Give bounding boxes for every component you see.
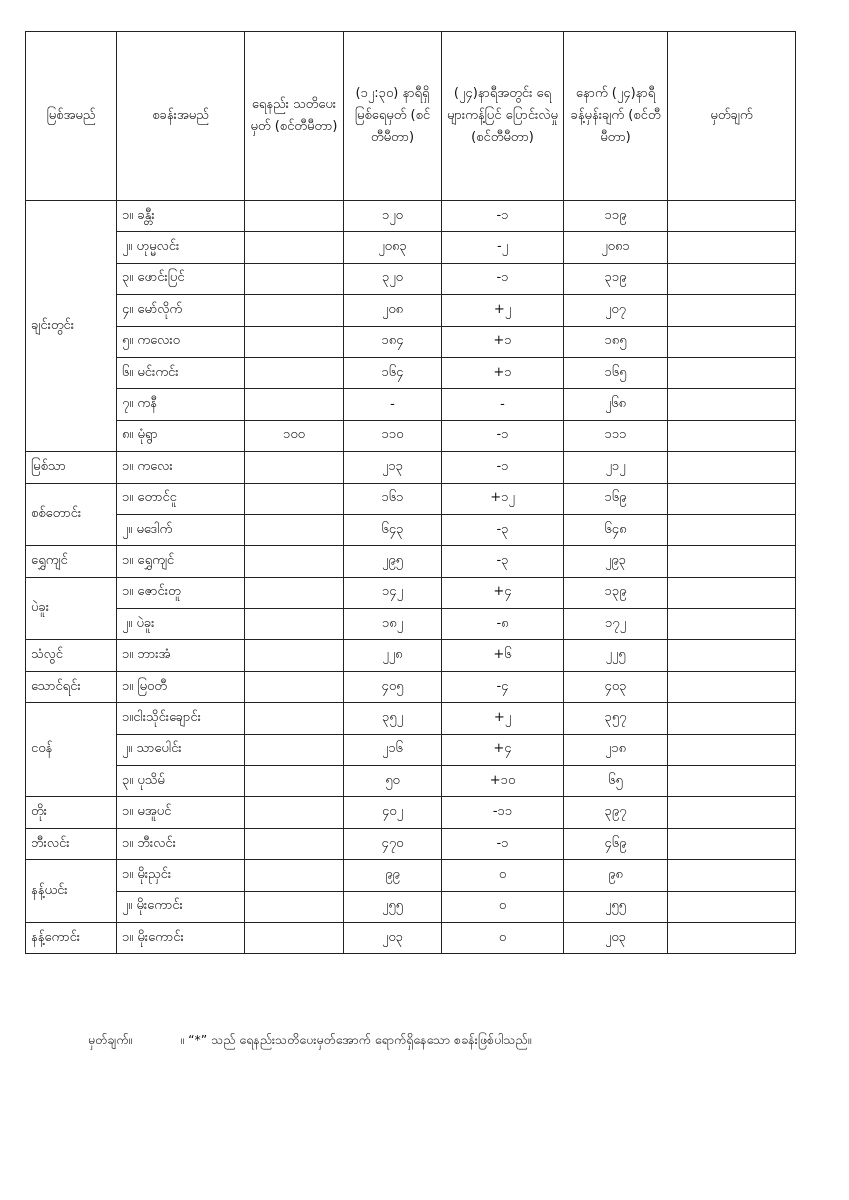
station-cell: ၁။ ဘားအံ [117, 640, 245, 671]
table-row [26, 766, 796, 797]
remark-cell [668, 420, 796, 451]
change-cell: -၁ [442, 420, 564, 451]
header-24h-change: (၂၄)နာရီအတွင်း ရေများကန့်ပြင် ပြောင်းလဲမှု (စင်တီမီတာ) [442, 32, 564, 201]
current-level-cell: ၂၉၅ [344, 546, 442, 577]
river-name-cell: စစ်တောင်း [26, 483, 117, 546]
remark-cell [668, 891, 796, 922]
change-cell: ၀ [442, 891, 564, 922]
header-remark: မှတ်ချက် [668, 32, 796, 201]
station-cell: ၁။ မိုးကောင်း [117, 922, 245, 953]
remark-cell [668, 703, 796, 734]
remark-cell [668, 577, 796, 608]
header-station: စခန်းအမည် [117, 32, 245, 201]
river-name-cell: နန့်ယင်း [26, 860, 117, 923]
station-cell: ၁။ ရွှေကျင် [117, 546, 245, 577]
station-cell: ၁။ ဇောင်းတူ [117, 577, 245, 608]
river-name-cell: ရွှေကျင် [26, 546, 117, 577]
warning-level-cell [245, 797, 344, 828]
warning-level-cell [245, 483, 344, 514]
table-row [26, 420, 796, 451]
station-cell: ၆။ မင်းကင်း [117, 357, 245, 388]
station-cell: ၂။ မိုးကောင်း [117, 891, 245, 922]
forecast-cell: ၂၁၈ [564, 734, 668, 765]
warning-level-cell [245, 609, 344, 640]
station-cell: ၅။ ကလေးဝ [117, 326, 245, 357]
forecast-cell: ၁၆၉ [564, 483, 668, 514]
warning-level-cell [245, 514, 344, 545]
table-row [26, 232, 796, 263]
change-cell: +၁ [442, 357, 564, 388]
station-cell: ၁။ မအူပင် [117, 797, 245, 828]
warning-level-cell [245, 891, 344, 922]
current-level-cell: ၃၂၀ [344, 263, 442, 294]
station-cell: ၁။ မိုးညှင်း [117, 860, 245, 891]
warning-level-cell [245, 232, 344, 263]
current-level-cell: ၄၀၅ [344, 671, 442, 702]
station-cell: ၁။ တောင်ငူ [117, 483, 245, 514]
change-cell: -၁ [442, 828, 564, 859]
forecast-cell: ၉၈ [564, 860, 668, 891]
warning-level-cell [245, 389, 344, 420]
warning-level-cell [245, 357, 344, 388]
current-level-cell: ၁၆၁ [344, 483, 442, 514]
forecast-cell: ၆၄၈ [564, 514, 668, 545]
table-row [26, 263, 796, 294]
header-river: မြစ်အမည် [26, 32, 117, 201]
station-cell: ၁။ငါးသိုင်းချောင်း [117, 703, 245, 734]
remark-cell [668, 860, 796, 891]
table-row [26, 891, 796, 922]
river-name-cell: မြစ်သာ [26, 452, 117, 483]
river-name-cell: ပဲခူး [26, 577, 117, 640]
warning-level-cell: ၁၀၀ [245, 420, 344, 451]
footnote [88, 1032, 531, 1051]
current-level-cell: ၂၁၆ [344, 734, 442, 765]
table-row [26, 389, 796, 420]
warning-level-cell [245, 295, 344, 326]
river-name-cell: ချင်းတွင်း [26, 201, 117, 452]
station-cell: ၂။ သာပေါင်း [117, 734, 245, 765]
warning-level-cell [245, 452, 344, 483]
current-level-cell: ၂၀၃ [344, 922, 442, 953]
current-level-cell: ၁၈၄ [344, 326, 442, 357]
current-level-cell: ၂၁၃ [344, 452, 442, 483]
change-cell: +၂ [442, 703, 564, 734]
current-level-cell: ၃၅၂ [344, 703, 442, 734]
change-cell: +၁၀ [442, 766, 564, 797]
warning-level-cell [245, 860, 344, 891]
remark-cell [668, 232, 796, 263]
station-cell: ၁။ ခန္တီး [117, 201, 245, 232]
table-row [26, 201, 796, 232]
current-level-cell: ၁၈၂ [344, 609, 442, 640]
current-level-cell: ၆၄၃ [344, 514, 442, 545]
forecast-cell: ၃၉၇ [564, 797, 668, 828]
table-row [26, 922, 796, 953]
river-name-cell: သောင်ရင်း [26, 671, 117, 702]
station-cell: ၂။ ဟုမ္မလင်း [117, 232, 245, 263]
change-cell: -၄ [442, 671, 564, 702]
change-cell: - [442, 389, 564, 420]
header-warning-level: ရေနည်း သတိပေးမှတ် (စင်တီမီတာ) [245, 32, 344, 201]
forecast-cell: ၂၀၈၁ [564, 232, 668, 263]
forecast-cell: ၃၁၉ [564, 263, 668, 294]
current-level-cell: ၁၄၂ [344, 577, 442, 608]
station-cell: ၁။ မြဝတီ [117, 671, 245, 702]
table-row [26, 326, 796, 357]
remark-cell [668, 389, 796, 420]
warning-level-cell [245, 201, 344, 232]
table-row [26, 577, 796, 608]
current-level-cell: ၂၅၅ [344, 891, 442, 922]
warning-level-cell [245, 263, 344, 294]
current-level-cell: ၁၂၀ [344, 201, 442, 232]
forecast-cell: ၃၅၇ [564, 703, 668, 734]
table-row [26, 295, 796, 326]
remark-cell [668, 609, 796, 640]
current-level-cell: ၂၀၈၃ [344, 232, 442, 263]
remark-cell [668, 797, 796, 828]
current-level-cell: ၄၇၀ [344, 828, 442, 859]
current-level-cell: ၂၀၈ [344, 295, 442, 326]
remark-cell [668, 766, 796, 797]
warning-level-cell [245, 577, 344, 608]
forecast-cell: ၁၁၉ [564, 201, 668, 232]
change-cell: +၂ [442, 295, 564, 326]
change-cell: -၁ [442, 452, 564, 483]
current-level-cell: ၁၁၀ [344, 420, 442, 451]
table-row [26, 797, 796, 828]
forecast-cell: ၁၁၁ [564, 420, 668, 451]
change-cell: +၁၂ [442, 483, 564, 514]
current-level-cell: ၁၆၄ [344, 357, 442, 388]
remark-cell [668, 671, 796, 702]
station-cell: ၇။ ကနီ [117, 389, 245, 420]
forecast-cell: ၂၀၃ [564, 922, 668, 953]
change-cell: -၃ [442, 514, 564, 545]
change-cell: -၁ [442, 201, 564, 232]
change-cell: ၀ [442, 922, 564, 953]
station-cell: ၂။ မဒေါက် [117, 514, 245, 545]
river-name-cell: တိုး [26, 797, 117, 828]
table-row [26, 671, 796, 702]
forecast-cell: ၂၅၅ [564, 891, 668, 922]
station-cell: ၃။ ပုသိမ် [117, 766, 245, 797]
river-name-cell: ငဝန် [26, 703, 117, 797]
footnote-label: မှတ်ချက်။ [88, 1032, 133, 1047]
change-cell: ၀ [442, 860, 564, 891]
remark-cell [668, 828, 796, 859]
remark-cell [668, 295, 796, 326]
forecast-cell: ၆၅ [564, 766, 668, 797]
current-level-cell: ၉၉ [344, 860, 442, 891]
change-cell: -၁ [442, 263, 564, 294]
river-name-cell: ဘီးလင်း [26, 828, 117, 859]
current-level-cell: ၂၂၈ [344, 640, 442, 671]
current-level-cell: ၄၀၂ [344, 797, 442, 828]
footnote-text: ။ “*” သည် ရေနည်းသတိပေးမှတ်အောက် ရောက်ရှိနေသော စခန်းဖြစ်ပါသည်။ [180, 1032, 532, 1047]
change-cell: +၁ [442, 326, 564, 357]
station-cell: ၂။ ပဲခူး [117, 609, 245, 640]
change-cell: -၃ [442, 546, 564, 577]
forecast-cell: ၄၀၃ [564, 671, 668, 702]
station-cell: ၁။ ဘီးလင်း [117, 828, 245, 859]
station-cell: ၁။ ကလေး [117, 452, 245, 483]
forecast-cell: ၂၉၃ [564, 546, 668, 577]
header-current-level: (၁၂:၃၀) နာရီရှိ မြစ်ရေမှတ် (စင်တီမီတာ) [344, 32, 442, 201]
remark-cell [668, 922, 796, 953]
table-row [26, 860, 796, 891]
remark-cell [668, 452, 796, 483]
change-cell: -၂ [442, 232, 564, 263]
table-body [26, 201, 796, 954]
table-row [26, 357, 796, 388]
table-row [26, 483, 796, 514]
forecast-cell: ၁၈၅ [564, 326, 668, 357]
warning-level-cell [245, 766, 344, 797]
warning-level-cell [245, 640, 344, 671]
header-forecast: နောက် (၂၄)နာရီ ခန့်မှန်းချက် (စင်တီမီတာ) [564, 32, 668, 201]
change-cell: +၆ [442, 640, 564, 671]
warning-level-cell [245, 671, 344, 702]
remark-cell [668, 640, 796, 671]
warning-level-cell [245, 828, 344, 859]
warning-level-cell [245, 546, 344, 577]
table-row [26, 514, 796, 545]
remark-cell [668, 326, 796, 357]
remark-cell [668, 357, 796, 388]
forecast-cell: ၁၇၂ [564, 609, 668, 640]
remark-cell [668, 546, 796, 577]
forecast-cell: ၁၆၅ [564, 357, 668, 388]
table-row [26, 609, 796, 640]
forecast-cell: ၂၂၅ [564, 640, 668, 671]
warning-level-cell [245, 922, 344, 953]
current-level-cell: ၅၀ [344, 766, 442, 797]
change-cell: +၄ [442, 734, 564, 765]
table-row [26, 546, 796, 577]
forecast-cell: ၂၀၇ [564, 295, 668, 326]
forecast-cell: ၂၆၈ [564, 389, 668, 420]
station-cell: ၃။ ဖောင်းပြင် [117, 263, 245, 294]
remark-cell [668, 201, 796, 232]
remark-cell [668, 263, 796, 294]
change-cell: -၈ [442, 609, 564, 640]
forecast-cell: ၂၁၂ [564, 452, 668, 483]
warning-level-cell [245, 326, 344, 357]
warning-level-cell [245, 734, 344, 765]
warning-level-cell [245, 703, 344, 734]
remark-cell [668, 483, 796, 514]
forecast-cell: ၁၃၉ [564, 577, 668, 608]
change-cell: +၄ [442, 577, 564, 608]
current-level-cell: - [344, 389, 442, 420]
forecast-cell: ၄၆၉ [564, 828, 668, 859]
remark-cell [668, 734, 796, 765]
station-cell: ၈။ မုံရွာ [117, 420, 245, 451]
remark-cell [668, 514, 796, 545]
river-name-cell: နန့်ကောင်း [26, 922, 117, 953]
table-row [26, 828, 796, 859]
river-level-table [25, 31, 796, 954]
header-row [26, 32, 796, 201]
station-cell: ၄။ မော်လိုက် [117, 295, 245, 326]
table-row [26, 640, 796, 671]
table-row [26, 703, 796, 734]
change-cell: -၁၁ [442, 797, 564, 828]
table-row [26, 734, 796, 765]
table-row [26, 452, 796, 483]
river-name-cell: သံလွင် [26, 640, 117, 671]
